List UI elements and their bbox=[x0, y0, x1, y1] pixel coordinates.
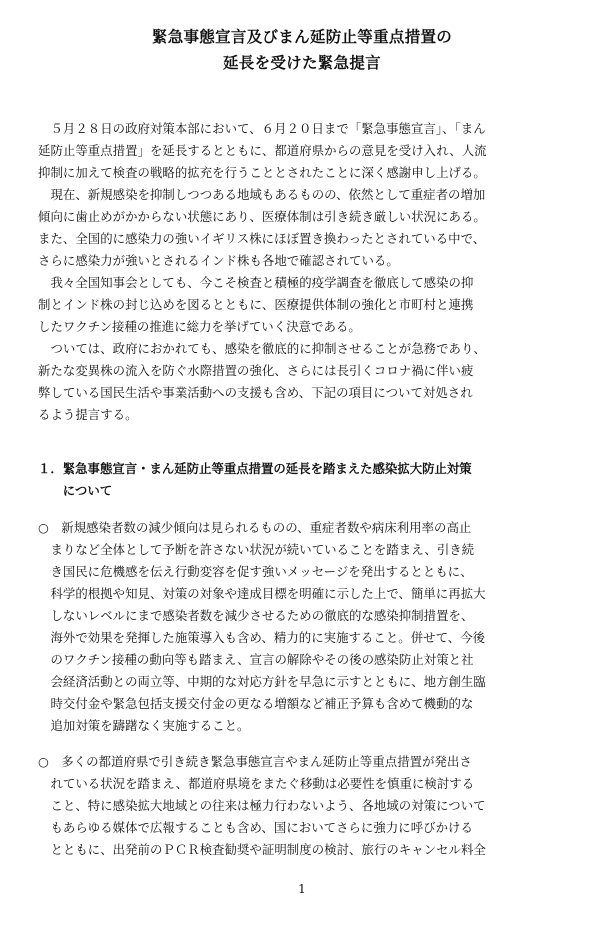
bullet-line: もあらゆる媒体で広報することも含め、国においてさらに強力に呼びかける bbox=[38, 820, 473, 835]
intro-line: 抑制に加えて検査の戦略的拡充を行うこととされたことに深く感謝申し上げる。 bbox=[38, 165, 486, 180]
bullet-line: まりなど全体として予断を許さない状況が続いていることを踏まえ、引き続 bbox=[38, 542, 475, 557]
bullet-line: ○ 新規感染者数の減少傾向は見られるものの、重症者数や病床利用率の高止 bbox=[38, 520, 472, 535]
bullet-line: き国民に危機感を伝え行動変容を促す強いメッセージを発出するとともに、 bbox=[38, 564, 473, 579]
section-1-heading-continued: について bbox=[38, 483, 113, 498]
bullet-line: 会経済活動との両立等、中期的な対応方針を早急に示すとともに、地方創生臨 bbox=[38, 674, 486, 689]
bullet-line: れている状況を踏まえ、都道府県境をまたぐ移動は必要性を慎重に検討する bbox=[38, 776, 475, 791]
intro-line: ５月２８日の政府対策本部において、６月２０日まで「緊急事態宣言」、「まん bbox=[38, 121, 486, 136]
section-1-heading: １．緊急事態宣言・まん延防止等重点措置の延長を踏まえた感染拡大防止対策 bbox=[38, 461, 472, 476]
intro-line: 傾向に歯止めがかからない状態にあり、医療体制は引き続き厳しい状況にある。 bbox=[38, 209, 486, 224]
page-number: 1 bbox=[298, 882, 306, 896]
bullet-line: ○ 多くの都道府県で引き続き緊急事態宣言やまん延防止等重点措置が発出さ bbox=[38, 754, 472, 769]
bullet-line: こと、特に感染拡大地域との往来は極力行わないよう、各地域の対策について bbox=[38, 798, 486, 813]
intro-line: 弊している国民生活や事業活動への支援も含め、下記の項目について対処され bbox=[38, 385, 473, 400]
intro-line: また、全国的に感染力の強いイギリス株にほぼ置き換わったとされている中で、 bbox=[38, 231, 486, 246]
intro-line: 我々全国知事会としても、今こそ検査と積極的疫学調査を徹底して感染の抑 bbox=[38, 275, 474, 290]
document-title-line-2: 延長を受けた緊急提言 bbox=[222, 54, 381, 72]
intro-line: 現在、新規感染を抑制しつつある地域もあるものの、依然として重症者の増加 bbox=[38, 187, 486, 202]
intro-line: さらに感染力が強いとされるインド株も各地で確認されている。 bbox=[38, 253, 399, 268]
intro-line: 延防止等重点措置」を延長するとともに、都道府県からの意見を受け入れ、人流 bbox=[38, 143, 487, 158]
intro-line: 新たな変異株の流入を防ぐ水際措置の強化、さらには長引くコロナ禍に伴い疲 bbox=[38, 363, 474, 378]
bullet-line: 時交付金や緊急包括支援交付金の更なる増額など補正予算も含めて機動的な bbox=[38, 696, 474, 711]
intro-line: したワクチン接種の推進に総力を挙げていく決意である。 bbox=[38, 319, 361, 334]
bullet-line: 科学的根拠や知見、対策の対象や達成目標を明確に示した上で、簡単に再拡大 bbox=[38, 586, 486, 601]
bullet-line: しないレベルにまで感染者数を減少させるための徹底的な感染抑制措置を、 bbox=[38, 608, 474, 623]
intro-line: ついては、政府におかれても、感染を徹底的に抑制させることが急務であり、 bbox=[38, 341, 486, 356]
bullet-line: 海外で効果を発揮した施策導入も含め、精力的に実施すること。併せて、今後 bbox=[38, 630, 486, 645]
bullet-line: のワクチン接種の動向等も踏まえ、宣言の解除やその後の感染防止対策と社 bbox=[38, 652, 474, 667]
bullet-line: 追加対策を躊躇なく実施すること。 bbox=[38, 718, 250, 733]
intro-line: るよう提言する。 bbox=[38, 407, 138, 422]
document-title-line-1: 緊急事態宣言及びまん延防止等重点措置の bbox=[151, 28, 453, 46]
bullet-line: とともに、出発前のＰＣＲ検査勧奨や証明制度の検討、旅行のキャンセル料全 bbox=[38, 842, 486, 857]
intro-line: 制とインド株の封じ込めを図るとともに、医療提供体制の強化と市町村と連携 bbox=[38, 297, 474, 312]
